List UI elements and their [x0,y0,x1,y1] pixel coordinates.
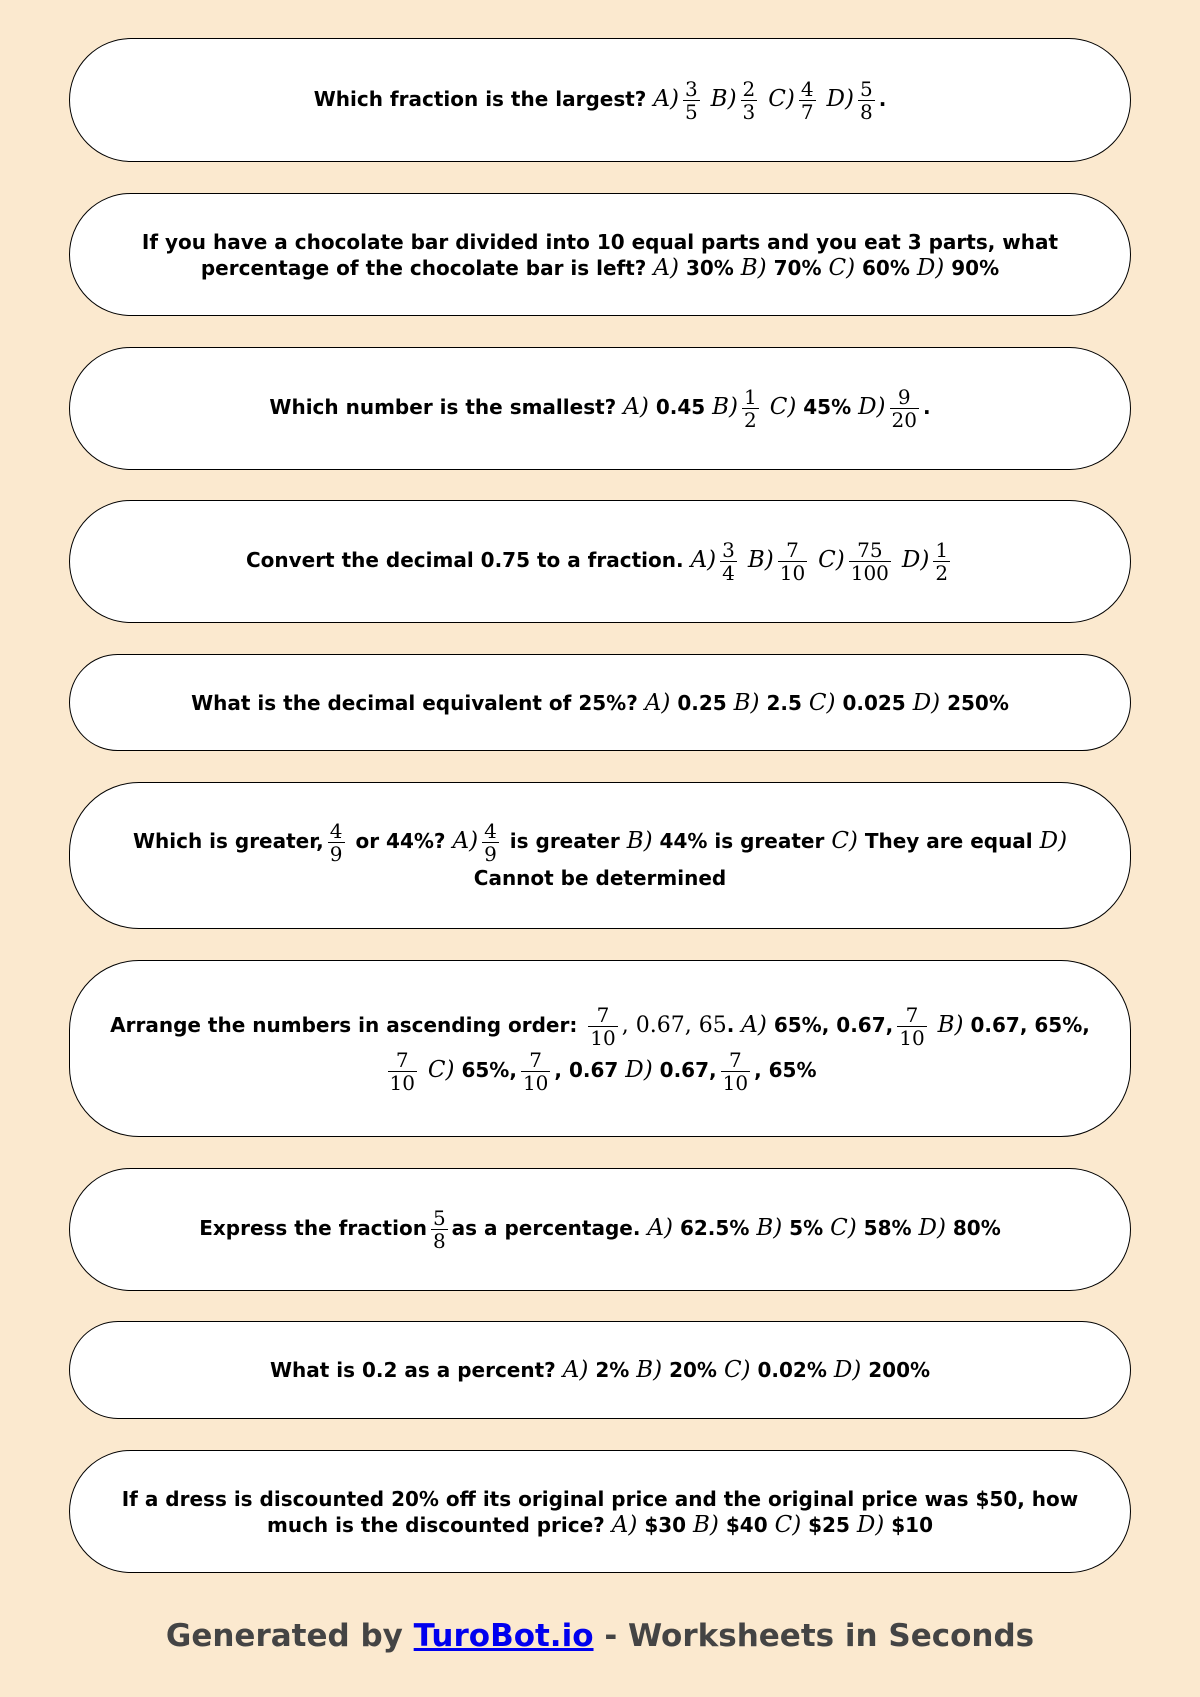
question-card-2 [69,193,1131,316]
option-c-label: C) [769,394,797,420]
denominator: 3 [742,99,756,124]
question-stem-line2: percentage of the chocolate bar is left? [200,255,647,280]
question-card-4 [69,500,1131,623]
question-stem-line2: much is the discounted price? [266,1512,605,1537]
question-card-6 [69,782,1131,929]
option-c-label: C) [723,1357,751,1383]
option-a-label: A) [647,1215,673,1241]
option-a-label: A) [690,547,717,573]
option-c-value: 65%, [461,1057,517,1082]
question-card-1 [69,38,1131,162]
option-a-label: A) [562,1357,589,1383]
option-d-label: D) [916,254,945,281]
option-b-label: B) [693,1511,719,1538]
turobot-link[interactable]: TuroBot.io [413,1618,594,1654]
denominator: 4 [722,561,735,585]
numerator: 7 [596,1002,610,1027]
stem-fraction [328,820,345,865]
option-d-label: D) [856,1511,885,1538]
option-b-value: 70% [773,255,822,280]
question-stem: What is 0.2 as a percent? [269,1358,556,1382]
question-text [110,1004,1090,1094]
option-d-label: D) [912,689,941,716]
numerator: 1 [935,538,949,562]
option-d-value: 200% [868,1358,931,1382]
question-text [199,1207,1001,1252]
option-a-fraction [720,539,737,584]
option-b-value: 44% is greater [659,829,825,853]
question-stem-2: as a percentage. [451,1216,641,1240]
option-a-value: 0.25 [677,690,727,715]
question-stem: What is the decimal equivalent of 25%? [191,690,638,715]
option-a-value: 62.5% [679,1216,750,1240]
numerator: 7 [728,1047,742,1072]
denominator: 10 [899,1025,925,1050]
numerator: 7 [786,538,799,562]
question-card-10 [69,1450,1131,1573]
numerator: 4 [800,76,814,101]
option-d-value: 80% [952,1216,1001,1240]
footer-suffix: - Worksheets in Seconds [604,1618,1035,1654]
option-a-value: 30% [685,255,734,280]
end-punct: . [878,86,887,111]
option-b-fraction [742,386,759,431]
numerator: 2 [742,76,756,101]
option-c-label: C) [768,85,795,112]
option-a-label: A) [653,85,679,112]
question-stem: Express the fraction [199,1216,427,1240]
denominator: 10 [522,1070,549,1095]
option-a-label: A) [644,689,671,716]
question-stem-2: or 44%? [355,829,446,853]
option-c-value: They are equal [864,829,1033,853]
option-a-label: A) [611,1511,638,1538]
option-b-value: 20% [669,1358,717,1382]
option-a-fraction [482,820,499,865]
option-b-label: B) [626,828,653,854]
option-a-value: is greater [509,829,620,853]
option-d-fraction [858,78,875,123]
denominator: 8 [432,1229,446,1253]
option-c-label: C) [808,689,836,716]
option-d-value: 90% [951,255,1000,280]
option-c-label: C) [831,828,858,854]
option-b-value: 2.5 [766,690,802,715]
option-d-label: D) [1039,828,1068,854]
option-d-value: 250% [947,690,1009,715]
question-text [269,386,930,431]
question-card-7 [69,960,1131,1137]
option-b-label: B) [710,85,737,112]
numerator: 7 [395,1047,409,1072]
numerator: 5 [859,76,873,101]
denominator: 10 [389,1070,415,1095]
option-b-value: $40 [725,1512,768,1537]
option-b-label: B) [747,547,774,573]
option-c-fraction [521,1049,550,1094]
numerator: 5 [432,1206,446,1230]
option-c-label: C) [774,1511,802,1538]
option-d-fraction [721,1049,750,1094]
numerator: 3 [684,76,698,101]
option-b-label: B) [756,1215,783,1241]
question-stem-line1: If you have a chocolate bar divided into 10 equal parts and you eat 3 parts, what [141,229,1059,254]
question-stem: Arrange the numbers in ascending order: [110,1012,578,1037]
denominator: 8 [859,99,873,124]
denominator: 10 [779,561,806,585]
option-c-value: 0.02% [757,1358,827,1382]
stem-fraction [431,1207,448,1252]
numerator: 7 [905,1002,919,1027]
stem-fraction [588,1004,617,1049]
option-b-fraction [778,539,807,584]
question-card-5 [69,654,1131,751]
question-card-8 [69,1168,1131,1291]
option-c-value: 0.025 [842,690,906,715]
option-d-value-2: , 65% [754,1057,817,1082]
option-d-fraction [890,386,919,431]
option-b-value: 0.67, 65%, [970,1012,1090,1037]
option-b-label: B) [740,254,767,281]
stem-number-list: , 0.67, 65 [621,1012,727,1038]
question-card-9 [69,1321,1131,1419]
question-stem: Which fraction is the largest? [313,86,647,111]
option-b-fraction [388,1049,417,1094]
option-a-label: A) [623,394,649,420]
question-stem: Which is greater, [132,829,324,853]
numerator: 4 [329,819,343,843]
option-b-value: 5% [789,1216,824,1240]
numerator: 1 [744,385,757,409]
denominator: 9 [484,842,497,866]
question-card-3 [69,347,1131,470]
option-c-label: C) [818,547,845,573]
denominator: 2 [744,408,757,432]
option-b-label: B) [733,689,760,716]
question-text [314,78,887,123]
question-stem: Convert the decimal 0.75 to a fraction. [245,548,684,572]
option-c-value: 60% [862,255,910,280]
option-a-value: 2% [595,1358,630,1382]
option-d-label: D) [901,547,930,573]
option-d-label: D) [625,1056,653,1083]
numerator: 75 [857,538,883,562]
option-a-value: $30 [644,1512,687,1537]
option-d-label: D) [858,394,886,420]
end-punct: . [922,395,931,419]
option-d-label: D) [826,85,854,112]
question-text [246,539,954,584]
option-a-value: 0.45 [655,395,706,419]
option-b-fraction [741,78,758,123]
option-c-value: $25 [808,1512,850,1537]
question-text [270,1357,930,1383]
option-d-value: 0.67, [659,1057,717,1082]
option-c-label: C) [830,1215,857,1241]
option-d-label: D) [833,1357,862,1383]
footer-prefix: Generated by [165,1618,403,1654]
option-b-label: B) [636,1357,663,1383]
end-punct: . [726,1012,735,1037]
question-text [133,820,1067,891]
numerator: 3 [722,538,735,562]
option-c-value-2: , 0.67 [554,1057,619,1082]
option-c-fraction [799,78,816,123]
option-c-label: C) [427,1056,455,1083]
option-c-value: 58% [863,1216,912,1240]
option-a-label: A) [741,1011,767,1038]
question-text [191,690,1009,716]
denominator: 2 [935,561,949,585]
option-a-fraction [683,78,700,123]
denominator: 10 [722,1070,749,1095]
option-d-label: D) [918,1215,946,1241]
option-a-label: A) [653,254,679,281]
option-c-value: 45% [803,395,852,419]
denominator: 10 [590,1025,616,1050]
denominator: 100 [850,561,889,585]
option-a-fraction [897,1004,926,1049]
option-b-label: B) [937,1011,964,1038]
option-c-fraction [849,539,891,584]
denominator: 5 [684,99,698,124]
denominator: 9 [329,842,343,866]
numerator: 9 [897,385,911,409]
option-d-value: Cannot be determined [473,866,727,890]
question-text [122,1486,1079,1538]
option-b-label: B) [712,394,739,420]
numerator: 4 [484,819,497,843]
option-a-label: A) [452,828,479,854]
numerator: 7 [529,1047,543,1072]
question-stem-line1: If a dress is discounted 20% off its original price and the original price was $50, how [121,1486,1079,1511]
question-text [142,229,1058,281]
option-a-value: 65%, 0.67, [773,1012,894,1037]
denominator: 20 [891,408,917,432]
option-d-value: $10 [891,1512,933,1537]
option-c-label: C) [828,254,856,281]
question-stem: Which number is the smallest? [269,395,617,419]
footer [0,1618,1200,1654]
denominator: 7 [800,99,814,124]
option-d-fraction [933,539,950,584]
